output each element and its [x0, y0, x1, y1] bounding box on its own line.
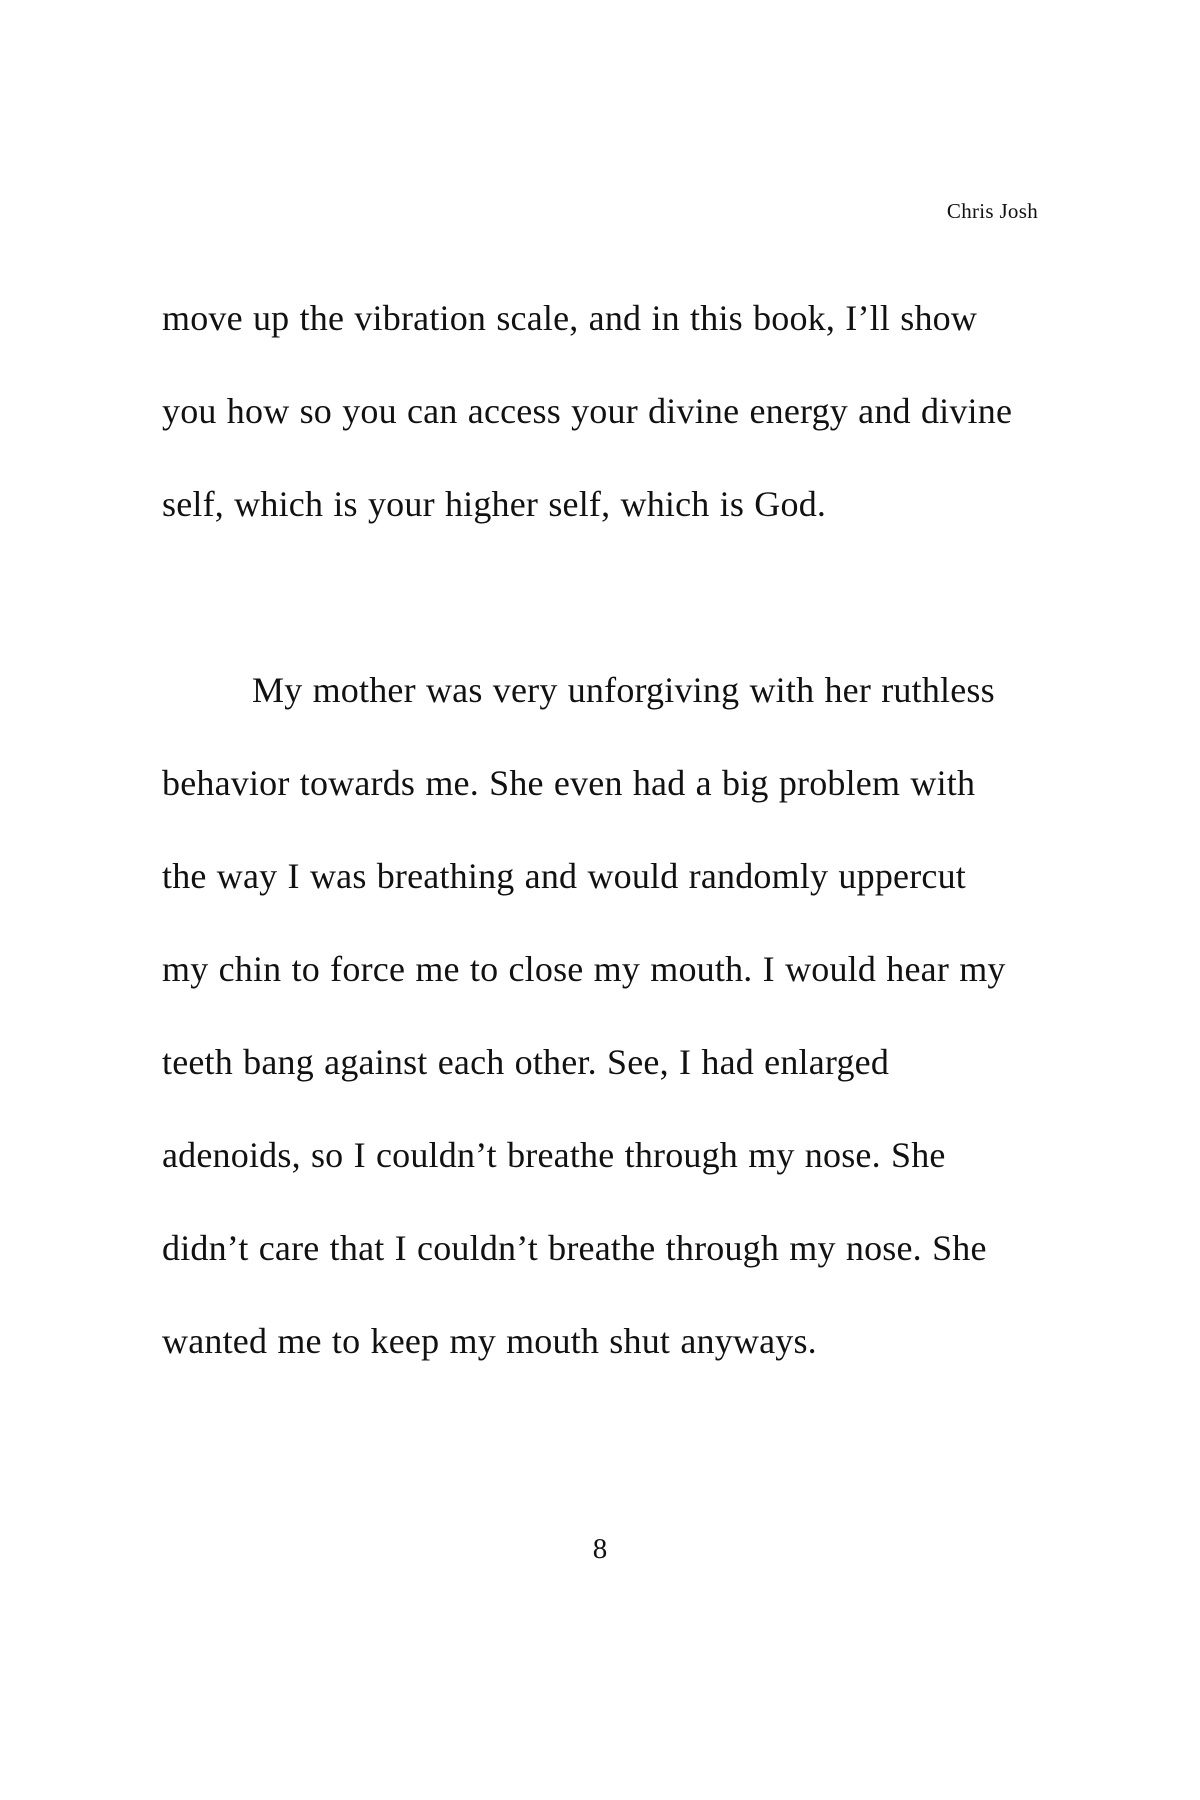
- running-header: [162, 197, 1038, 225]
- paragraph-2-line-7: didn’t care that I couldn’t breathe through my nose. She: [162, 1228, 987, 1268]
- paragraph-2-line-5: teeth bang against each other. See, I had enlarged: [162, 1042, 890, 1082]
- paragraph-spacer: [162, 551, 1062, 644]
- running-header-author: Chris Josh: [946, 199, 1038, 223]
- paragraph-2-line-1: My mother was very unforgiving with her ruthless: [252, 670, 995, 710]
- page-footer: [0, 1532, 1200, 1566]
- paragraph-2-line-2: behavior towards me. She even had a big problem with: [162, 763, 976, 803]
- paragraph-2-line-4: my chin to force me to close my mouth. I would hear my: [162, 949, 1006, 989]
- paragraph-2-line-6: adenoids, so I couldn’t breathe through my nose. She: [162, 1135, 946, 1175]
- paragraph-1-line-3: self, which is your higher self, which is God.: [162, 484, 827, 524]
- body-text: [162, 272, 1062, 1388]
- paragraph-2-line-3: the way I was breathing and would randomly uppercut: [162, 856, 966, 896]
- paragraph-2-line-8: wanted me to keep my mouth shut anyways.: [162, 1321, 817, 1361]
- paragraph-1-line-1: move up the vibration scale, and in this book, I’ll show: [162, 298, 978, 338]
- page-number: 8: [592, 1533, 608, 1565]
- paragraph-1-line-2: you how so you can access your divine energy and divine: [162, 391, 1013, 431]
